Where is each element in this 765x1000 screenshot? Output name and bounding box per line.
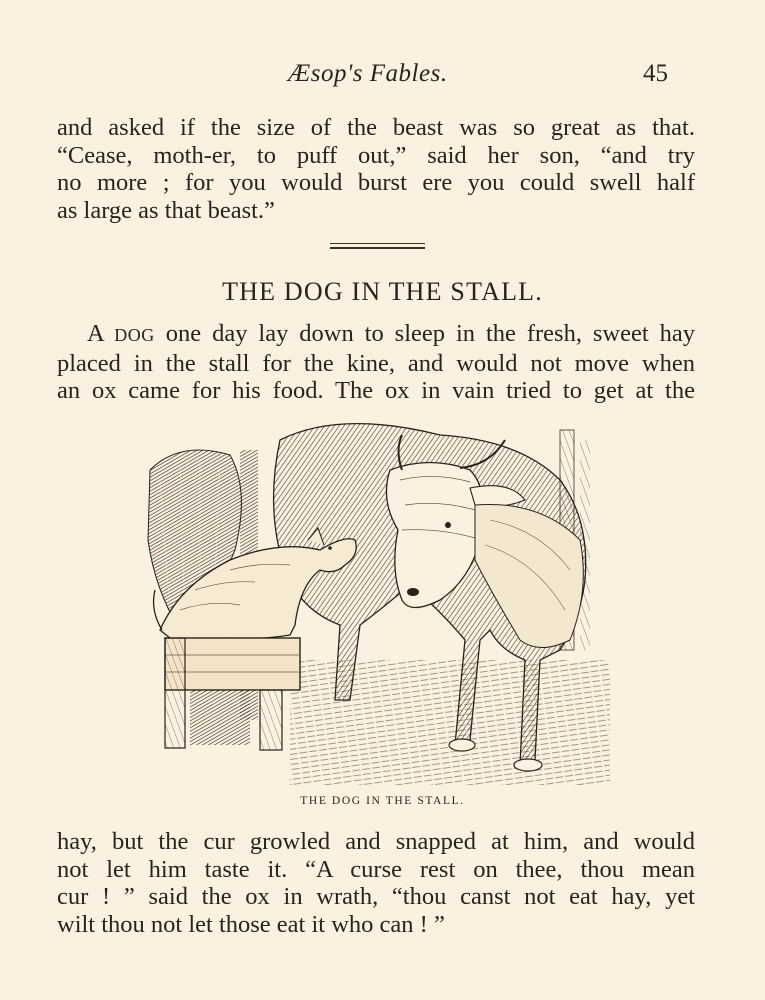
text-line: not let him taste it. “A curse rest on thee, thou mean [57, 855, 695, 883]
manger [165, 638, 300, 750]
dog-and-ox-illustration [140, 410, 610, 785]
text-line: and asked if the size of the beast was so great as that. [57, 114, 695, 141]
running-head [0, 60, 765, 94]
paragraph-top [57, 114, 695, 224]
illustration-caption: THE DOG IN THE STALL. [300, 795, 465, 807]
text-line: no more ; for you would burst ere you could swell half [57, 169, 695, 196]
running-title: Æsop's Fables. [288, 60, 448, 87]
first-word: A [87, 320, 104, 347]
text-line: an ox came for his food. The ox in vain tried to get at the [57, 377, 695, 404]
paragraph-opening [57, 320, 695, 405]
engraving-dog-and-ox-icon [140, 410, 610, 785]
text-line: hay, but the cur growled and snapped at him, and would [57, 828, 695, 855]
text-line: as large as that beast.” [57, 196, 275, 224]
fable-title: THE DOG IN THE STALL. [222, 277, 543, 306]
text-line: placed in the stall for the kine, and would not move when [57, 349, 695, 377]
small-caps-word: DOG [114, 325, 155, 345]
text-line: wilt thou not let those eat it who can ! ” [57, 910, 445, 938]
section-divider [330, 243, 425, 251]
text-line: “Cease, moth-er, to puff out,” said her son, “and try [57, 141, 695, 169]
paragraph-closing [57, 828, 695, 938]
text-line: cur ! ” said the ox in wrath, “thou canst not eat hay, yet [57, 883, 695, 910]
page-number: 45 [643, 60, 668, 87]
text-line [57, 320, 695, 350]
first-line-rest: one day lay down to sleep in the fresh, sweet hay [165, 320, 695, 347]
